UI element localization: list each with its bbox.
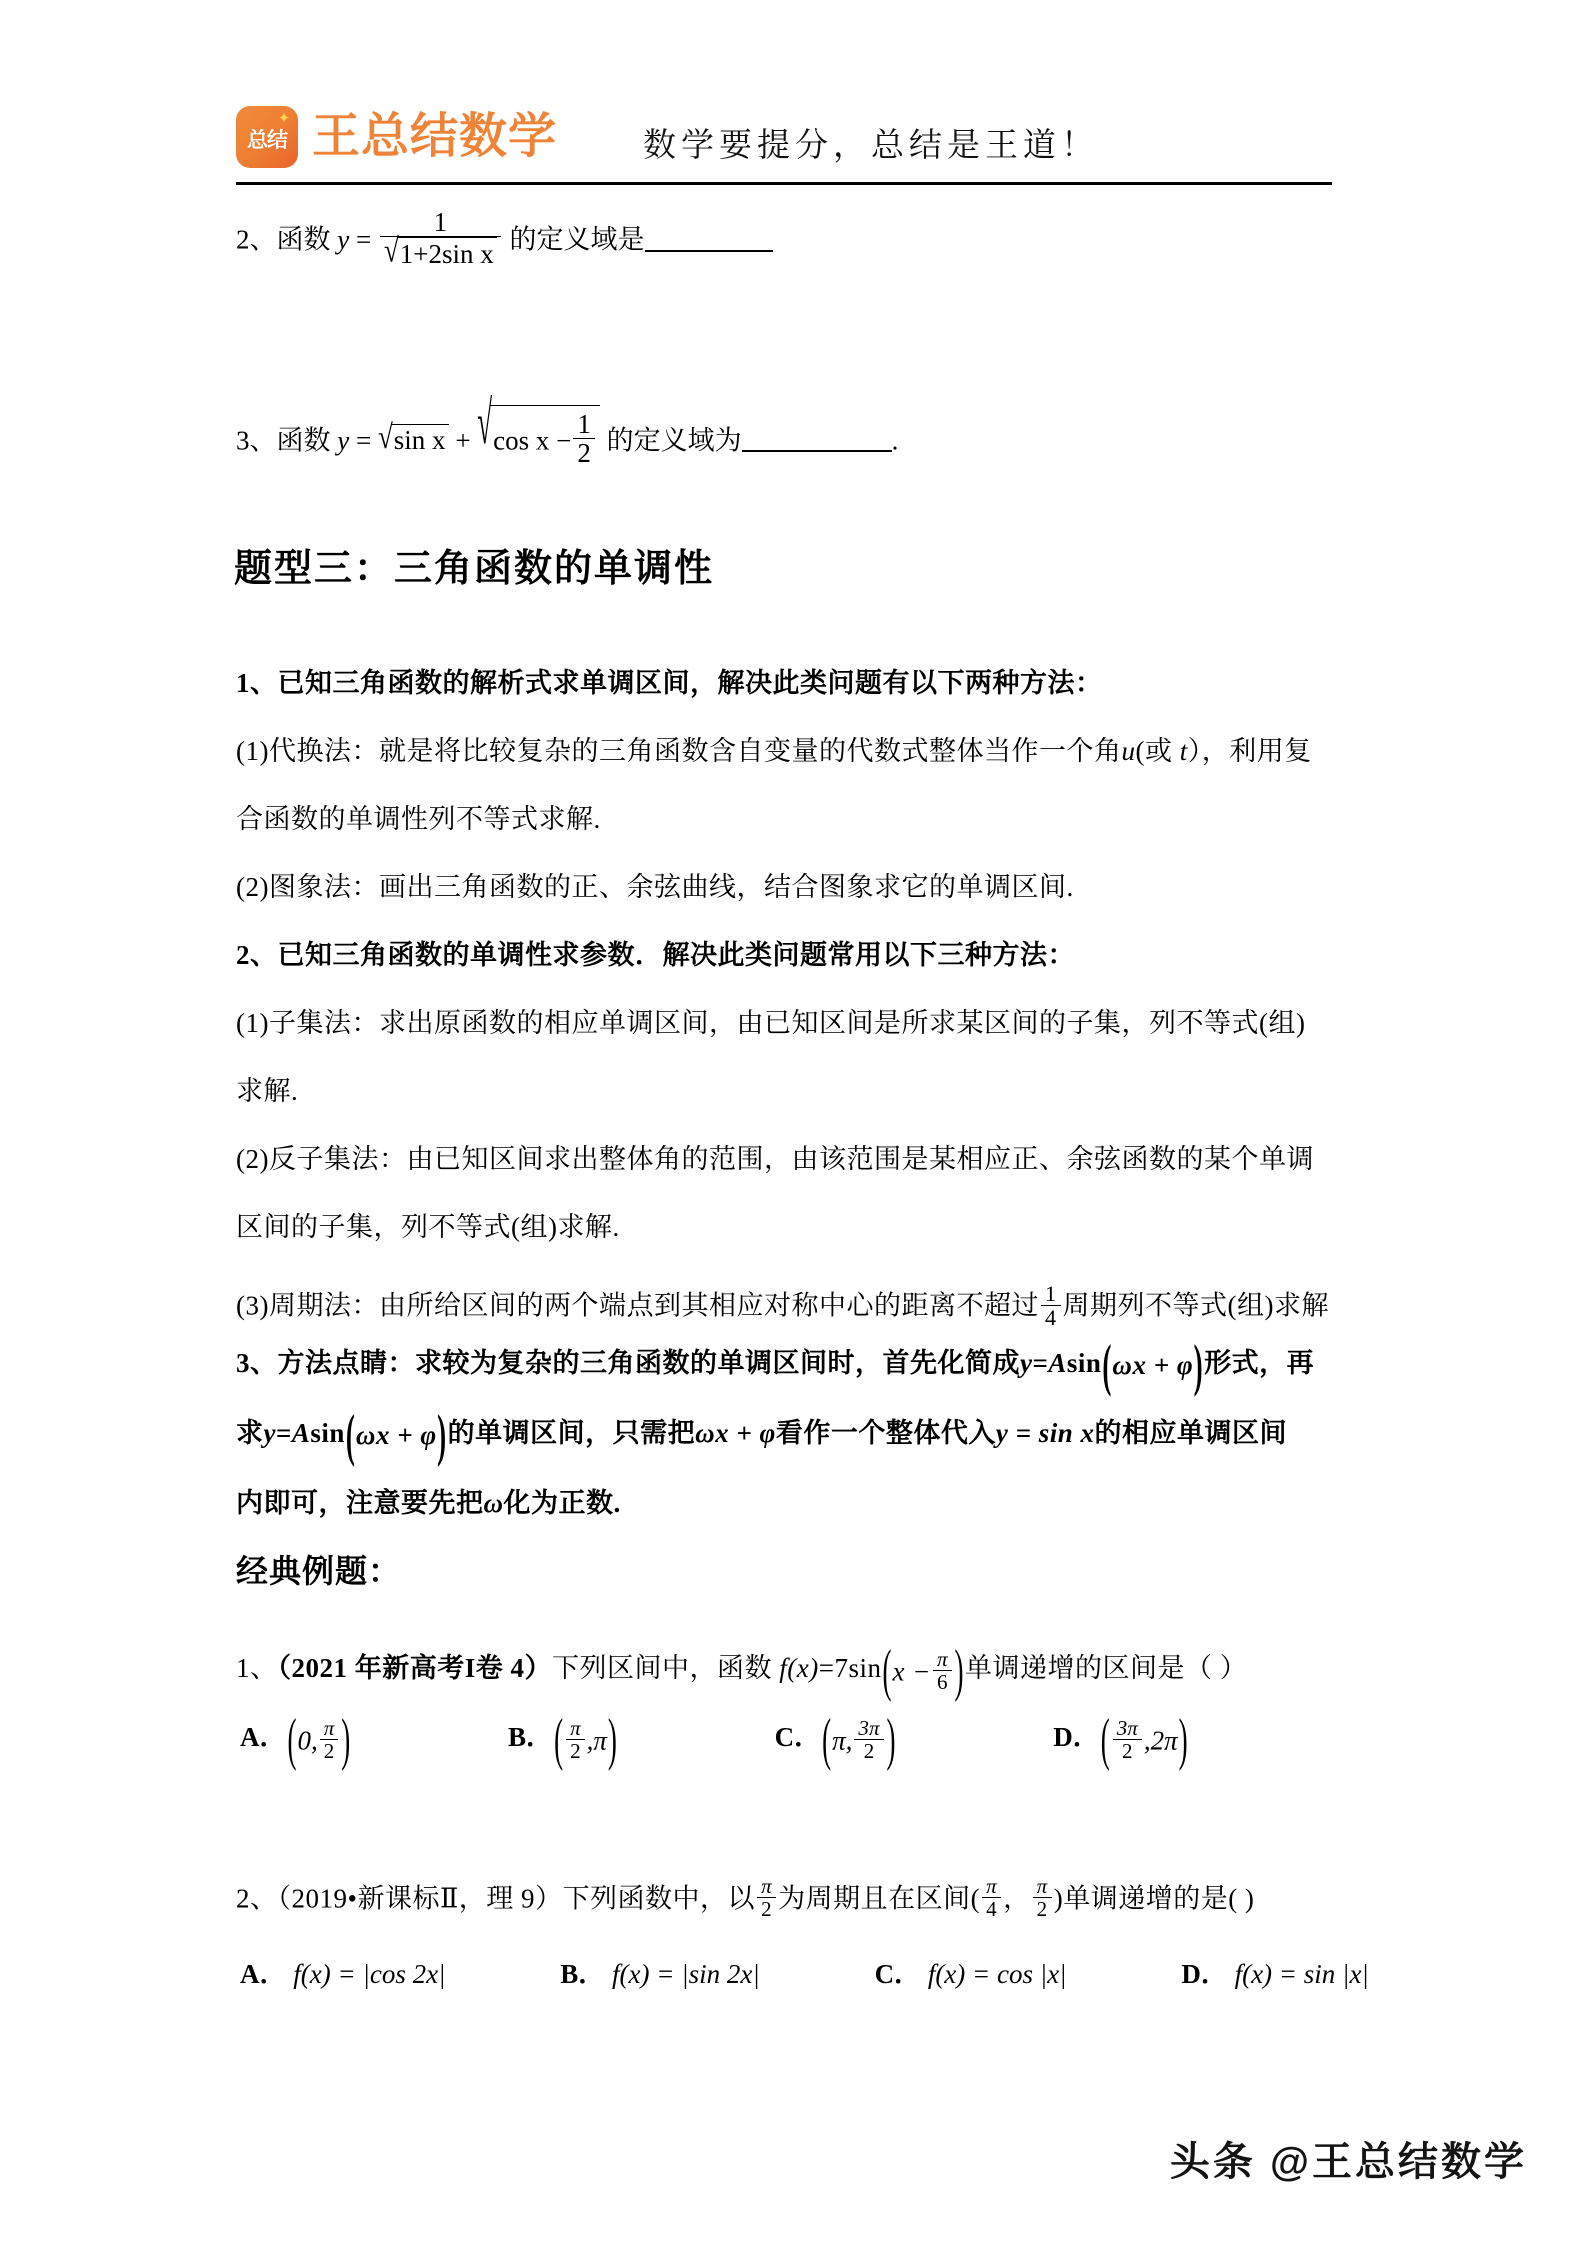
example-2-source: （2019•新课标Ⅱ，理 9） (277, 1883, 563, 1914)
example-1-number: 1、 (236, 1652, 278, 1683)
radical-icon: √ (383, 232, 399, 270)
problem-item-3 (236, 389, 899, 469)
fraction-numerator: 1 (573, 410, 595, 439)
radical-icon: √ (477, 389, 493, 457)
fraction-denominator: 2 (577, 438, 591, 469)
point-3-l2-sinx: y = sin x (995, 1418, 1095, 1448)
problem-2-denom-inner: 1+2sin x (399, 239, 494, 270)
point-3-l2-mid: 看作一个整体代入 (775, 1418, 996, 1448)
example-2-text-pre: 下列函数中，以 (562, 1883, 756, 1914)
problem-3-equals: = (355, 425, 372, 456)
point-1a-end: ），利用复 (1187, 736, 1312, 766)
fraction-denominator: 6 (936, 1670, 948, 1695)
sqrt-group-2 (477, 389, 600, 469)
problem-2-equals: = (355, 224, 372, 255)
example-2-interval-end (1033, 1875, 1052, 1920)
fraction-numerator: 1 (1041, 1282, 1061, 1306)
example-1-eq: = (818, 1652, 835, 1683)
problem-3-tail: 的定义域为 (606, 425, 742, 456)
option-b-label: B． (508, 1722, 554, 1752)
point-1-method-a-line-2: 合函数的单调性列不等式求解. (236, 804, 601, 834)
problem-item-2 (236, 208, 773, 269)
option-c-left: π, (832, 1725, 853, 1756)
fraction-numerator: π (320, 1717, 339, 1740)
option-c-expression: f(x) = cos |x| (927, 1959, 1067, 1989)
problem-3-plus: + (455, 425, 471, 456)
option-b-interval (553, 1717, 618, 1762)
point-3-l3-omega: ω (483, 1488, 504, 1518)
point-3-l2-arg-inner: ωx + φ (355, 1420, 437, 1451)
problem-2-fraction (380, 208, 501, 269)
option-b-expression: f(x) = |sin 2x| (612, 1959, 760, 1989)
option-d-right: ,2π (1143, 1725, 1178, 1756)
point-1a-text: (1)代换法：就是将比较复杂的三角函数含自变量的代数式整体当作一个角 (236, 736, 1122, 766)
fraction-denominator: 4 (1044, 1305, 1057, 1331)
problem-3-radicand-2-fraction (573, 410, 595, 468)
point-3-line-1 (236, 1350, 1314, 1379)
fraction-denominator: 2 (863, 1739, 875, 1764)
option-a-fraction (320, 1717, 339, 1762)
header-divider (236, 182, 1332, 185)
point-3-line-3 (236, 1490, 621, 1517)
problem-2-answer-blank[interactable] (645, 249, 773, 252)
example-1-question (236, 1648, 1247, 1693)
fraction-numerator: π (933, 1648, 952, 1671)
example-1-arg-group (881, 1648, 965, 1693)
example-1-text-pre: 下列区间中，函数 (552, 1652, 773, 1683)
example-2-text-post: )单调递增的是( ) (1053, 1883, 1255, 1914)
option-a-interval (287, 1717, 352, 1762)
fraction-numerator: π (757, 1875, 776, 1898)
problem-2-numerator: 1 (380, 208, 501, 237)
sqrt-group-1 (377, 418, 449, 456)
section-heading: 题型三：三角函数的单调性 (234, 548, 715, 590)
point-1-title: 1、已知三角函数的解析式求单调区间，解决此类问题有以下两种方法： (236, 668, 1103, 698)
problem-3-radicand-1: sin x (393, 425, 446, 456)
fraction-denominator: 2 (1036, 1897, 1048, 1922)
point-2-title: 2、已知三角函数的单调性求参数．解决此类问题常用以下三种方法： (236, 940, 1075, 970)
option-d-expression: f(x) = sin |x| (1234, 1959, 1369, 1989)
point-1a-var-u: u (1121, 736, 1136, 766)
point-3-l2-arg: ωx + φ (695, 1418, 776, 1448)
example-1-fx: f(x) (779, 1652, 819, 1683)
problem-3-radicand-2-left: cos x − (493, 425, 572, 456)
point-1a-mid: (或 (1135, 736, 1173, 766)
point-3-arg-group (1101, 1352, 1204, 1379)
point-3-l2-sin: sin (310, 1418, 345, 1448)
option-d-interval (1100, 1717, 1189, 1762)
point-3-var-y: y (1020, 1348, 1033, 1378)
option-c[interactable] (875, 1952, 1067, 1991)
example-2-options (240, 1952, 1369, 1991)
point-3-l2-post: 的单调区间，只需把 (447, 1418, 696, 1448)
problem-3-lead: 函数 (276, 425, 331, 456)
option-b-right: ,π (586, 1725, 607, 1756)
point-3-l2-var-y: y (263, 1418, 276, 1448)
example-1-options (240, 1715, 1189, 1762)
example-1-source: （2021 年新高考I卷 4） (277, 1652, 553, 1683)
option-d[interactable] (1053, 1715, 1188, 1762)
example-2-interval-start (982, 1875, 1001, 1920)
option-a-label: A． (240, 1959, 287, 1989)
fraction-numerator: 3π (854, 1717, 883, 1740)
problem-2-lead: 函数 (276, 224, 331, 255)
problem-2-denominator (380, 232, 501, 270)
sparkle-icon: ✦ (277, 111, 291, 127)
brand-logo-icon (236, 106, 298, 168)
point-3-l2-coef-A: A (291, 1418, 311, 1448)
problem-3-period: . (891, 425, 899, 456)
point-2c-pre: (3)周期法：由所给区间的两个端点到其相应对称中心的距离不超过 (236, 1290, 1039, 1321)
point-2-method-a-line-2: 求解. (236, 1076, 299, 1106)
brand-name: 王总结数学 (312, 110, 558, 163)
option-d-label: D． (1181, 1959, 1228, 1989)
point-3-l3-post: 化为正数. (503, 1488, 621, 1518)
example-2-question (236, 1875, 1254, 1920)
radical-icon: √ (377, 418, 393, 456)
header-tagline: 数学要提分，总结是王道！ (643, 128, 1100, 164)
option-b[interactable] (508, 1715, 618, 1762)
point-3-l2-tail: 的相应单调区间 (1094, 1418, 1288, 1448)
point-2-method-b-line-1: (2)反子集法：由已知区间求出整体角的范围，由该范围是某相应正、余弦函数的某个单调 (236, 1144, 1314, 1174)
point-3-l2-arg-group (345, 1422, 448, 1449)
option-b[interactable] (560, 1952, 760, 1991)
point-3-post: 形式，再 (1204, 1348, 1315, 1378)
point-3-l2-pre: 求 (236, 1418, 264, 1448)
example-2-text-mid: 为周期且在区间( (778, 1883, 981, 1914)
problem-2-var-y: y (337, 224, 350, 255)
logo-badge-label: 总结 (247, 128, 287, 152)
point-1-method-b: (2)图象法：画出三角函数的正、余弦曲线，结合图象求它的单调区间. (236, 872, 1074, 902)
sqrt-group (383, 232, 497, 270)
fraction-denominator: 2 (761, 1897, 773, 1922)
fraction-numerator: π (1033, 1875, 1052, 1898)
problem-2-tail: 的定义域是 (509, 224, 645, 255)
point-2c-post: 周期列不等式(组)求解 (1062, 1290, 1330, 1321)
point-3-l2-eq: = (275, 1418, 292, 1448)
fraction-denominator: 2 (323, 1739, 335, 1764)
point-2-method-c (236, 1282, 1329, 1329)
brand-lockup (236, 106, 557, 168)
option-c-label: C． (874, 1959, 922, 1989)
example-1-text-post: 单调递增的区间是（ ） (965, 1652, 1248, 1683)
option-a-left: 0, (297, 1725, 318, 1756)
point-3-l3-pre: 内即可，注意要先把 (236, 1488, 484, 1518)
option-c-label: C． (774, 1722, 822, 1752)
fraction-denominator: 2 (570, 1739, 581, 1764)
document-header (236, 62, 1336, 174)
option-d-label: D． (1053, 1722, 1100, 1752)
point-3-line-2 (236, 1420, 1287, 1449)
option-a[interactable] (240, 1715, 351, 1762)
option-b-fraction (566, 1717, 585, 1762)
footer-watermark: 头条 @王总结数学 (1169, 2140, 1527, 2184)
example-1-arg-fraction (933, 1648, 952, 1693)
fraction-numerator: ( 3π (1113, 1717, 1142, 1740)
point-3-sin: sin (1066, 1348, 1102, 1378)
option-d[interactable] (1181, 1952, 1369, 1991)
point-2c-fraction (1041, 1282, 1061, 1329)
point-1-method-a-line-1 (236, 738, 1312, 765)
point-2-method-a-line-1: (1)子集法：求出原函数的相应单调区间，由已知区间是所求某区间的子集，列不等式(组) (236, 1008, 1306, 1038)
point-3-arg: ωx + φ (1112, 1350, 1194, 1381)
fraction-numerator: π (982, 1875, 1001, 1898)
example-1-sin: sin (848, 1652, 882, 1683)
problem-3-answer-blank[interactable] (742, 449, 892, 452)
option-c[interactable] (775, 1715, 897, 1762)
option-c-fraction (854, 1717, 883, 1762)
example-2-comma: ， (1003, 1883, 1031, 1914)
option-c-interval (821, 1717, 896, 1762)
option-b-label: B． (560, 1959, 606, 1989)
option-a-expression: f(x) = |cos 2x| (293, 1959, 446, 1989)
option-a[interactable] (240, 1952, 446, 1991)
point-3-pre: 3、方法点睛：求较为复杂的三角函数的单调区间时，首先化简成 (236, 1348, 1020, 1378)
point-3-eq: = (1032, 1348, 1049, 1378)
point-3-coef-A: A (1048, 1348, 1067, 1378)
example-1-coef: 7 (834, 1652, 849, 1683)
point-1a-var-t: t (1179, 736, 1188, 766)
problem-2-number: 2、 (236, 224, 277, 255)
option-d-fraction (1113, 1717, 1142, 1762)
examples-heading: 经典例题： (236, 1553, 402, 1589)
problem-3-number: 3、 (236, 425, 277, 456)
example-1-arg-x: x − (892, 1656, 931, 1687)
fraction-denominator: 2 (1122, 1739, 1133, 1764)
example-2-period-fraction (757, 1875, 776, 1920)
fraction-numerator: ( π (566, 1717, 585, 1740)
problem-3-var-y: y (337, 425, 350, 456)
fraction-denominator: 4 (986, 1897, 998, 1922)
option-a-label: A． (240, 1722, 287, 1752)
example-2-number: 2、 (236, 1883, 278, 1914)
point-2-method-b-line-2: 区间的子集，列不等式(组)求解. (236, 1212, 620, 1242)
